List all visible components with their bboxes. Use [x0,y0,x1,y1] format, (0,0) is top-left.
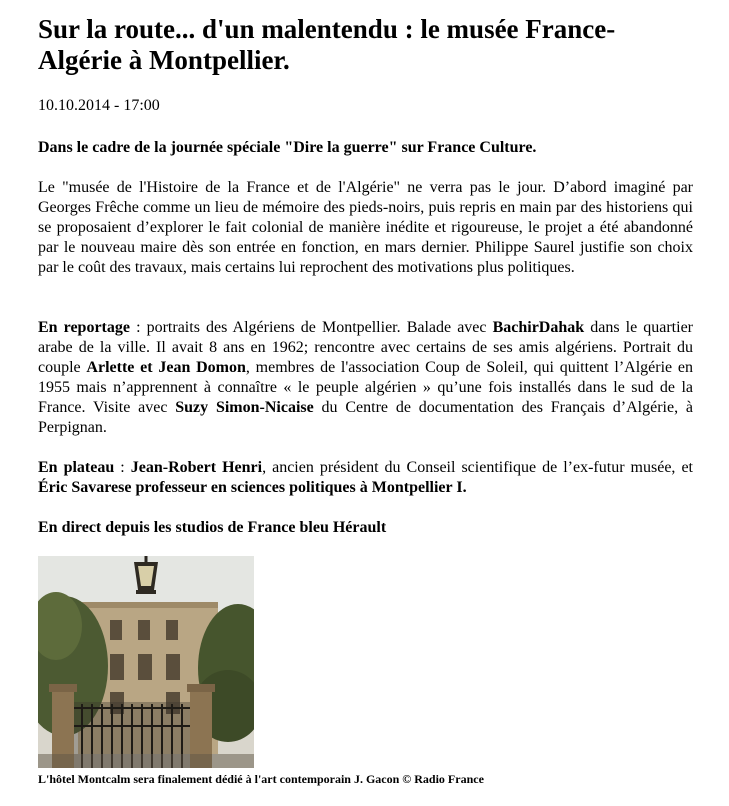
plateau-text-1: : [114,459,131,476]
live-note: En direct depuis les studios de France bleu Hérault [38,519,387,536]
plateau-label: En plateau [38,459,115,476]
paragraph-reportage [38,318,693,438]
hotel-montcalm-photo [38,556,254,768]
reportage-text-4: du Centre de documentation des Français d’Algérie, à Perpignan. [38,399,693,436]
paragraph-plateau [38,458,693,498]
paragraph-context: Le "musée de l'Histoire de la France et de l'Algérie" ne verra pas le jour. D’abord imaginé par Georges Frêche comme un lieu de mémoire des pieds-noirs, puis repris en main par des historiens qui se proposaient d’explorer le fait colonial de manière inédite et rigoureuse, le projet a été abandonné par le nouveau maire dès son entrée en fonction, en mars dernier. Philippe Saurel justifie son choix par le coût des travaux, mais certains lui reprochent des motivations plus politiques. [38,179,693,276]
guest-name: Éric Savarese professeur en sciences politiques à Montpellier I. [38,479,467,496]
person-name: Arlette et Jean Domon [86,359,246,376]
article-title: Sur la route... d'un malentendu : le musée France-Algérie à Montpellier. [38,14,616,75]
person-name: Suzy Simon-Nicaise [175,399,314,416]
reportage-text-3: , membres de l'association Coup de Soleil, qui quittent l’Algérie en 1955 mais n’apprennent à connaître « le peuple algérien » qu’une fois installés dans le sud de la France. Visite avec [38,359,693,416]
reportage-text-2: dans le quartier arabe de la ville. Il avait 8 ans en 1962; rencontre avec certains de ses amis algériens. Portrait du couple [38,319,694,376]
guest-name: Jean-Robert Henri [130,459,263,476]
publication-date: 10.10.2014 - 17:00 [38,97,160,114]
photo-caption: L'hôtel Montcalm sera finalement dédié à l'art contemporain J. Gacon © Radio France [38,772,484,786]
reportage-text-1: : portraits des Algériens de Montpellier. Balade avec [130,319,493,336]
reportage-label: En reportage [38,319,130,336]
person-name: BachirDahak [492,319,585,336]
intro-line: Dans le cadre de la journée spéciale "Dire la guerre" sur France Culture. [38,139,537,156]
plateau-text-2: , ancien président du Conseil scientifique de l’ex-futur musée, et [262,459,693,476]
